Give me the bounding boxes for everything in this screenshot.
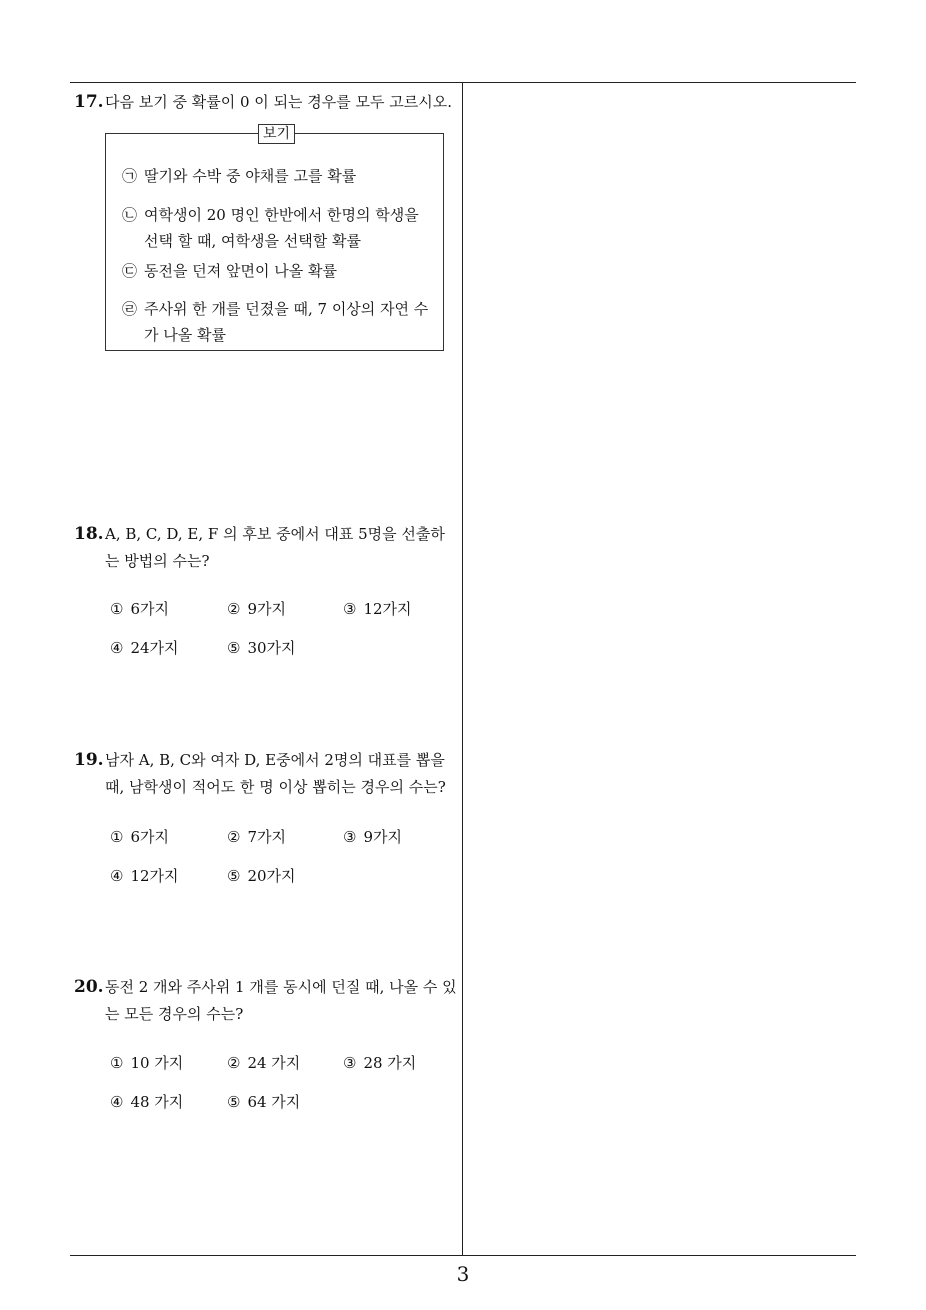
choice-2[interactable] bbox=[227, 598, 286, 619]
choice-text: 6가지 bbox=[130, 828, 169, 846]
choice-4[interactable] bbox=[110, 1091, 183, 1112]
bogi-item bbox=[122, 258, 434, 284]
choice-1[interactable] bbox=[110, 598, 169, 619]
choice-mark: ② bbox=[227, 600, 241, 618]
bogi-mark: ㉢ bbox=[122, 262, 138, 280]
choice-text: 28 가지 bbox=[363, 1054, 417, 1072]
question-number: 20. bbox=[74, 977, 104, 997]
bogi-text: 여학생이 20 명인 한반에서 한명의 학생을 선택 할 때, 여학생을 선택할 확률 bbox=[144, 206, 419, 250]
choice-mark: ⑤ bbox=[227, 867, 241, 885]
choice-mark: ③ bbox=[343, 600, 357, 618]
choice-mark: ④ bbox=[110, 639, 124, 657]
bogi-text: 동전을 던져 앞면이 나올 확률 bbox=[144, 262, 337, 280]
question-text: A, B, C, D, E, F 의 후보 중에서 대표 5명을 선출하는 방법의 수는? bbox=[105, 525, 445, 570]
choice-text: 20가지 bbox=[247, 867, 296, 885]
question-number: 18. bbox=[74, 524, 104, 544]
question-number: 19. bbox=[74, 750, 104, 770]
bogi-mark: ㉠ bbox=[122, 167, 138, 185]
choice-4[interactable] bbox=[110, 865, 179, 886]
choice-text: 7가지 bbox=[247, 828, 286, 846]
question-20 bbox=[74, 974, 458, 1028]
bottom-rule bbox=[70, 1255, 856, 1256]
choice-5[interactable] bbox=[227, 637, 296, 658]
question-text: 동전 2 개와 주사위 1 개를 동시에 던질 때, 나올 수 있는 모든 경우의 수는? bbox=[105, 978, 457, 1023]
bogi-item bbox=[122, 163, 434, 189]
question-19 bbox=[74, 747, 458, 801]
choice-mark: ② bbox=[227, 1054, 241, 1072]
choice-text: 64 가지 bbox=[247, 1093, 301, 1111]
question-text: 다음 보기 중 확률이 0 이 되는 경우를 모두 고르시오. bbox=[105, 93, 453, 111]
choice-5[interactable] bbox=[227, 1091, 300, 1112]
choice-text: 24가지 bbox=[130, 639, 179, 657]
choice-text: 48 가지 bbox=[130, 1093, 184, 1111]
choice-1[interactable] bbox=[110, 1052, 183, 1073]
choice-mark: ⑤ bbox=[227, 639, 241, 657]
choice-5[interactable] bbox=[227, 865, 296, 886]
choice-mark: ① bbox=[110, 828, 124, 846]
choice-text: 12가지 bbox=[130, 867, 179, 885]
choice-text: 10 가지 bbox=[130, 1054, 184, 1072]
choice-mark: ③ bbox=[343, 828, 357, 846]
column-divider bbox=[462, 82, 463, 1256]
choice-2[interactable] bbox=[227, 826, 286, 847]
choice-3[interactable] bbox=[343, 1052, 416, 1073]
choice-2[interactable] bbox=[227, 1052, 300, 1073]
choice-text: 9가지 bbox=[247, 600, 286, 618]
question-18 bbox=[74, 521, 458, 575]
question-number: 17. bbox=[74, 92, 104, 112]
bogi-mark: ㉡ bbox=[122, 206, 138, 224]
choice-text: 12가지 bbox=[363, 600, 412, 618]
choice-text: 6가지 bbox=[130, 600, 169, 618]
choice-mark: ④ bbox=[110, 867, 124, 885]
choice-mark: ② bbox=[227, 828, 241, 846]
choice-text: 24 가지 bbox=[247, 1054, 301, 1072]
choice-mark: ④ bbox=[110, 1093, 124, 1111]
bogi-box bbox=[105, 126, 444, 351]
choice-4[interactable] bbox=[110, 637, 179, 658]
choice-text: 9가지 bbox=[363, 828, 402, 846]
choice-mark: ⑤ bbox=[227, 1093, 241, 1111]
choice-mark: ① bbox=[110, 1054, 124, 1072]
choice-1[interactable] bbox=[110, 826, 169, 847]
bogi-item bbox=[122, 202, 434, 254]
choice-text: 30가지 bbox=[247, 639, 296, 657]
bogi-title: 보기 bbox=[258, 124, 295, 144]
bogi-text: 딸기와 수박 중 야채를 고를 확률 bbox=[144, 167, 357, 185]
choice-mark: ③ bbox=[343, 1054, 357, 1072]
choice-mark: ① bbox=[110, 600, 124, 618]
question-text: 남자 A, B, C와 여자 D, E중에서 2명의 대표를 뽑을 때, 남학생이 적어도 한 명 이상 뽑히는 경우의 수는? bbox=[105, 751, 446, 796]
bogi-item bbox=[122, 296, 434, 348]
bogi-text: 주사위 한 개를 던졌을 때, 7 이상의 자연 수가 나올 확률 bbox=[144, 300, 429, 344]
question-17 bbox=[74, 89, 458, 116]
top-rule bbox=[70, 82, 856, 83]
choice-3[interactable] bbox=[343, 598, 412, 619]
page-number: 3 bbox=[456, 1262, 470, 1286]
choice-3[interactable] bbox=[343, 826, 402, 847]
bogi-mark: ㉣ bbox=[122, 300, 138, 318]
